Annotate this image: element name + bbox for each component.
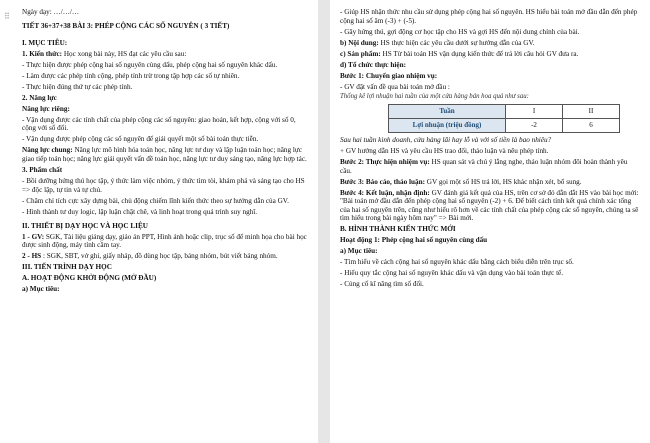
content-label: b) Nội dung: xyxy=(340,38,379,47)
right-page xyxy=(330,0,650,443)
teacher-label: 1 - GV: xyxy=(22,232,45,241)
step3-text: GV gọi một số HS trả lời, HS khác nhận xét, bổ sung. xyxy=(424,177,582,186)
teacher-guidance: + GV hướng dẫn HS và yêu cầu HS trao đổi, thảo luận và nêu phép tính. xyxy=(340,147,549,156)
left-column xyxy=(22,8,310,296)
step2-label: Bước 2: Thực hiện nhiệm vụ: xyxy=(340,158,430,167)
step3 xyxy=(340,178,640,187)
step2-text: HS quan sát và chú ý lắng nghe, thảo luận nhóm đôi hoàn thành yêu cầu. xyxy=(340,158,628,175)
right-column xyxy=(340,8,640,291)
problem-question: Sau hai tuần kinh doanh, cửa hàng lãi hay lỗ và với số tiền là bao nhiêu? xyxy=(340,136,552,145)
student-label: 2 - HS xyxy=(22,252,42,261)
goal-item: - Gây hứng thú, gợi động cơ học tập cho HS và gợi HS đến nội dung chính của bài. xyxy=(340,27,580,36)
table-cell: 6 xyxy=(563,119,620,133)
organization-heading: d) Tổ chức thực hiện: xyxy=(340,60,406,69)
step4-label: Bước 4: Kết luận, nhận định: xyxy=(340,188,430,197)
step1-label: Bước 1: Chuyển giao nhiệm vụ: xyxy=(340,71,438,80)
knowledge-bullet: - Thực hiện được phép cộng hai số nguyên cùng dấu, phép cộng hai số nguyên khác dấu. xyxy=(22,60,278,69)
activity1-goal-item: - Củng cố kĩ năng tìm số đối. xyxy=(340,280,424,289)
knowledge-bullet: - Thực hiện đúng thứ tự các phép tính. xyxy=(22,82,133,91)
table-header-cell: Lợi nhuận (triệu đồng) xyxy=(389,119,506,133)
table-row xyxy=(389,119,620,133)
content-line xyxy=(340,39,640,48)
drag-handle-icon[interactable]: ⠿ xyxy=(4,12,10,21)
table-cell: I xyxy=(506,105,563,119)
equipment-heading: II. THIẾT BỊ DẠY HỌC VÀ HỌC LIỆU xyxy=(22,221,148,230)
general-capacity-text: Năng lực mô hình hóa toán học, năng lực tư duy và lập luận toán học; năng lực giao tiếp toán học; năng lực giải quyết vấn đề toán học, năng lực tư duy sáng tạo, năng lực hợp tác. xyxy=(22,146,307,164)
teacher-text: SGK, Tài liệu giảng dạy, giáo án PPT, Hình ảnh hoặc clip, trục số để minh họa cho bài học được sinh động, máy tính cầm tay. xyxy=(22,232,307,250)
table-row xyxy=(389,105,620,119)
date-line: Ngày dạy: …/…/… xyxy=(22,8,80,16)
process-heading: III. TIẾN TRÌNH DẠY HỌC xyxy=(22,263,112,272)
product-label: c) Sản phẩm: xyxy=(340,49,381,58)
table-header-cell: Tuần xyxy=(389,105,506,119)
student-materials xyxy=(22,252,310,261)
activity1-heading: Hoạt động 1: Phép cộng hai số nguyên cùng dấu xyxy=(340,236,488,245)
quality-item: - Hình thành tư duy logic, lập luận chặt chẽ, và linh hoạt trong quá trình suy nghĩ. xyxy=(22,207,258,216)
new-knowledge-heading: B. HÌNH THÀNH KIẾN THỨC MỚI xyxy=(340,225,456,234)
goal-item: - Giúp HS nhận thức nhu cầu sử dụng phép cộng hai số nguyên. HS hiểu bài toán mở đầu dẫn đến phép cộng hai số âm (-3) + (-5). xyxy=(340,8,638,25)
general-capacity xyxy=(22,146,310,163)
product-text: HS Từ bài toán HS vận dụng kiến thức để trả lời câu hỏi GV đưa ra. xyxy=(380,49,579,58)
capacity-heading: 2. Năng lực xyxy=(22,93,57,102)
activity1-goal-item: - Hiểu quy tắc cộng hai số nguyên khác dấu và vận dụng vào bài toán thực tế. xyxy=(340,269,564,278)
page-gutter xyxy=(318,0,330,443)
knowledge-bullet: - Làm được các phép tính cộng, phép tính trừ trong tập hợp các số tự nhiên. xyxy=(22,71,240,80)
objectives-heading: I. MỤC TIÊU: xyxy=(22,38,68,47)
step4-text: GV đánh giá kết quả của HS, trên cơ sở đó dẫn dắt HS vào bài học mới: "Bài toán mở đầu dẫn đến phép cộng hai số nguyên (-2) + 6. Để biết cách tính kết quả chính xác tổng của hai số nguyên trên, cũng như hiểu rõ hơn về các tính chất của phép cộng các số nguyên, chúng ta sẽ tìm hiểu trong bài ngày hôm nay" => Bài mới. xyxy=(340,188,639,223)
activity1-goal-item: - Tìm hiểu về cách cộng hai số nguyên khác dấu bằng cách biểu diễn trên trục số. xyxy=(340,258,574,267)
special-capacity-item: - Vận dụng được phép cộng các số nguyên để giải quyết một số bài toán thực tiễn. xyxy=(22,135,259,144)
special-capacity-item: - Vận dụng được các tính chất của phép cộng các số nguyên: giao hoán, kết hợp, cộng với số 0, cộng với số đối. xyxy=(22,115,296,133)
quality-item: - Bồi dưỡng hứng thú học tập, ý thức làm việc nhóm, ý thức tìm tòi, khám phá và sáng tạo cho HS => độc lập, tự tin và tự chủ. xyxy=(22,176,305,194)
content-text: HS thực hiện các yêu cầu dưới sự hướng dẫn của GV. xyxy=(378,38,535,47)
step4 xyxy=(340,189,640,223)
student-text: : SGK, SBT, vở ghi, giấy nháp, đồ dùng học tập, bảng nhóm, bút viết bảng nhóm. xyxy=(41,252,278,261)
knowledge-label: 1. Kiến thức: xyxy=(22,49,63,58)
product-line xyxy=(340,50,640,59)
step2 xyxy=(340,158,640,175)
activity1-goal: a) Mục tiêu: xyxy=(340,247,378,256)
step3-label: Bước 3: Báo cáo, thảo luận: xyxy=(340,177,425,186)
warmup-goal: a) Mục tiêu: xyxy=(22,285,60,294)
table-cell: -2 xyxy=(506,119,563,133)
knowledge-paragraph xyxy=(22,50,310,59)
lesson-title: TIẾT 36+37+38 BÀI 3: PHÉP CỘNG CÁC SỐ NGUYÊN ( 3 TIẾT) xyxy=(22,21,230,30)
qualities-heading: 3. Phẩm chất xyxy=(22,166,63,174)
profit-table xyxy=(388,104,620,133)
step1-text: - GV đặt vấn đề qua bài toán mở đầu : xyxy=(340,82,450,91)
warmup-heading: A. HOẠT ĐỘNG KHỞI ĐỘNG (MỞ ĐẦU) xyxy=(22,274,157,283)
quality-item: - Chăm chỉ tích cực xây dựng bài, chủ động chiếm lĩnh kiến thức theo sự hướng dẫn của GV. xyxy=(22,196,289,205)
knowledge-text: Học xong bài này, HS đạt các yêu cầu sau: xyxy=(62,49,187,58)
special-capacity-label: Năng lực riêng: xyxy=(22,104,70,113)
table-caption: Thống kê lợi nhuận hai tuần của một cửa hàng bán hoa quả như sau: xyxy=(340,93,529,101)
table-cell: II xyxy=(563,105,620,119)
teacher-materials xyxy=(22,233,310,250)
general-capacity-label: Năng lực chung: xyxy=(22,146,73,155)
left-page xyxy=(0,0,318,443)
